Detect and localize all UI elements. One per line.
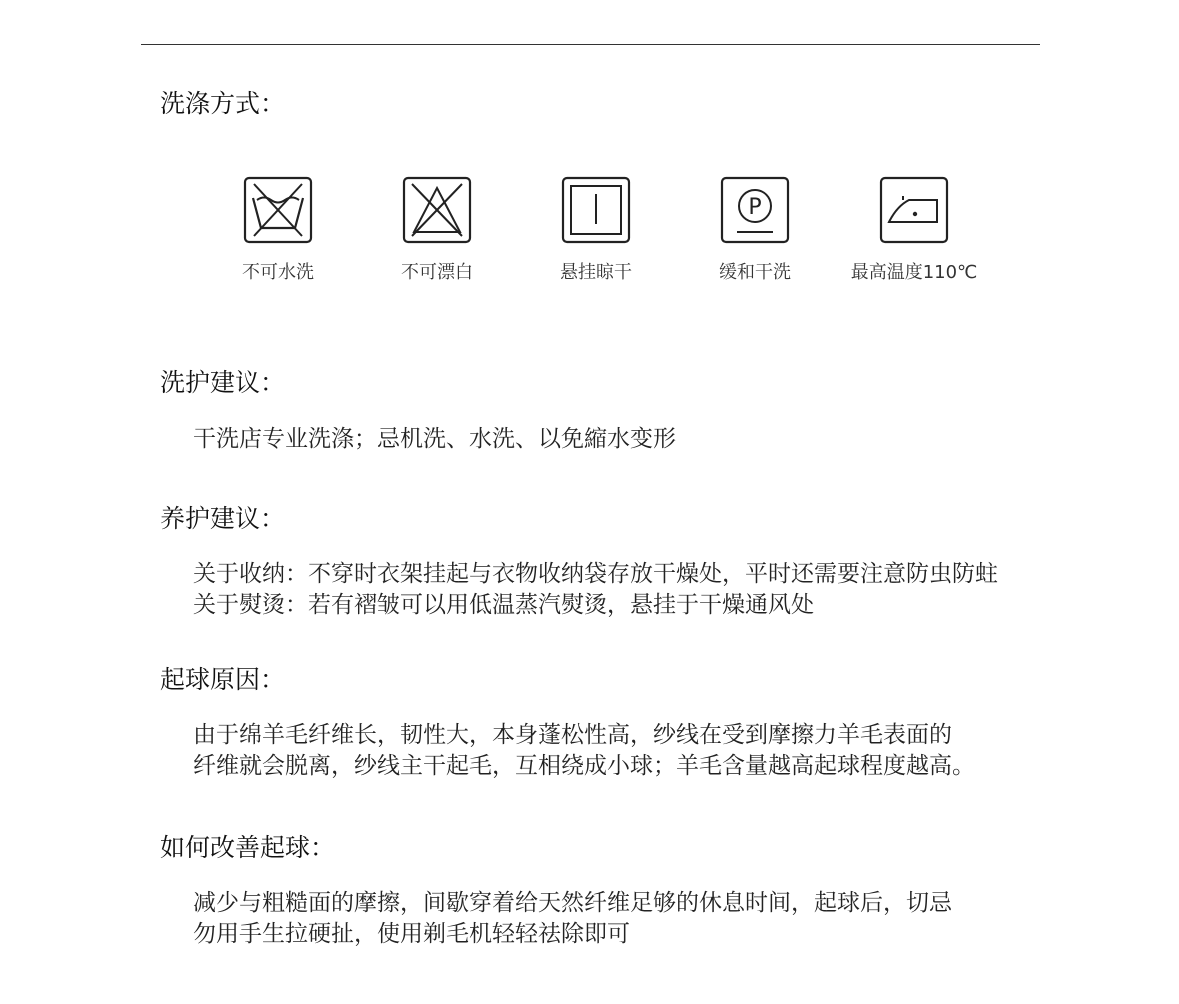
care-symbol-label: 不可漂白 (401, 262, 473, 283)
care-symbol-label: 不可水洗 (242, 262, 314, 283)
care-symbol-label: 悬挂晾干 (560, 262, 632, 283)
wash-advice-heading: 洗护建议： (160, 368, 286, 397)
iron-max-110-icon (879, 176, 949, 244)
top-divider (141, 44, 1040, 45)
dry-clean-letter: P (748, 195, 762, 220)
hang-dry-icon (561, 176, 631, 244)
no-bleach-icon (402, 176, 472, 244)
pilling-improve-heading: 如何改善起球： (160, 833, 336, 862)
care-advice-text (193, 559, 998, 621)
wash-advice-line: 干洗店专业洗涤；忌机洗、水洗、以免縮水变形 (193, 426, 676, 452)
care-symbol-no-water-wash (208, 176, 348, 285)
washing-method-heading: 洗涤方式： (160, 89, 286, 118)
gentle-dry-clean-icon (720, 176, 790, 244)
care-symbol-gentle-dry-clean (685, 176, 825, 285)
care-symbol-hang-dry (526, 176, 666, 285)
care-symbols-row (200, 176, 1040, 296)
care-advice-storage-line: 关于收纳：不穿时衣架挂起与衣物收纳袋存放干燥处，平时还需要注意防虫防蛀 (193, 561, 998, 587)
care-advice-heading: 养护建议： (160, 504, 286, 533)
no-water-wash-icon (243, 176, 313, 244)
care-symbol-label: 缓和干洗 (719, 262, 791, 283)
care-symbol-no-bleach (367, 176, 507, 285)
pilling-cause-line: 纤维就会脱离，纱线主干起毛，互相绕成小球；羊毛含量越高起球程度越高。 (193, 753, 975, 779)
pilling-cause-text (193, 720, 975, 782)
care-symbol-iron (844, 176, 984, 285)
pilling-improve-line: 减少与粗糙面的摩擦，间歇穿着给天然纤维足够的休息时间，起球后，切忌 (193, 890, 952, 916)
care-advice-ironing-line: 关于熨烫：若有褶皱可以用低温蒸汽熨烫，悬挂于干燥通风处 (193, 592, 814, 618)
wash-advice-text (193, 424, 676, 455)
care-symbol-label: 最高温度110℃ (850, 262, 978, 283)
pilling-cause-line: 由于绵羊毛纤维长，韧性大，本身蓬松性高，纱线在受到摩擦力羊毛表面的 (193, 722, 952, 748)
pilling-improve-text (193, 888, 952, 950)
pilling-cause-heading: 起球原因： (160, 665, 286, 694)
pilling-improve-line: 勿用手生拉硬扯，使用剃毛机轻轻祛除即可 (193, 921, 630, 947)
